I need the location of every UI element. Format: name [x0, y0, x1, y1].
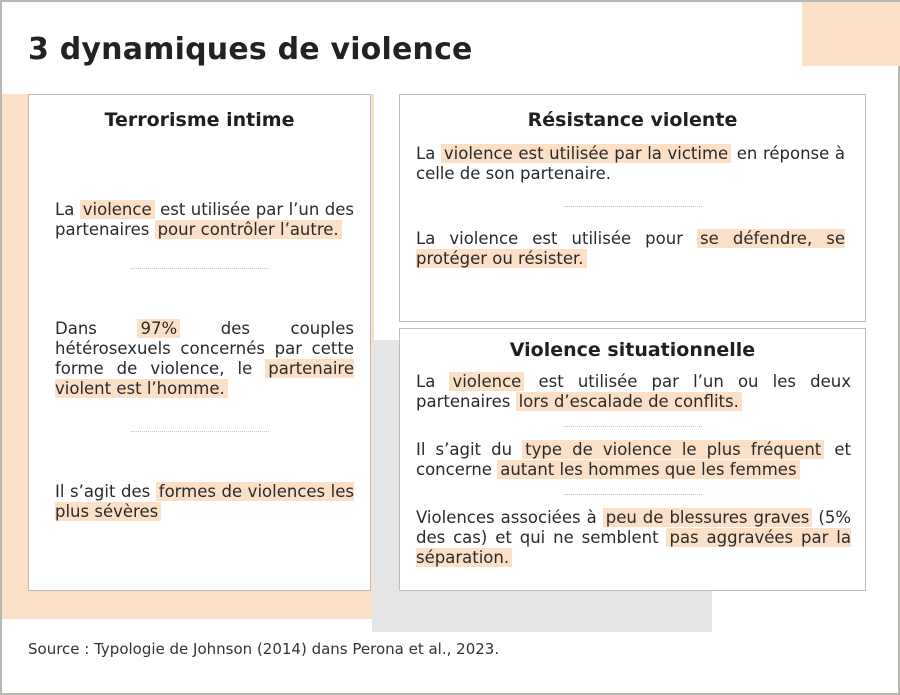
- card-paragraph: Dans 97% des couples hétérosexuels concernés par cette forme de violence, le partenaire violent est l’homme.: [55, 319, 354, 398]
- card-paragraph: Il s’agit du type de violence le plus fréquent et concerne autant les hommes que les femmes: [416, 440, 851, 479]
- highlight: type de violence le plus fréquent: [522, 440, 824, 459]
- highlight: pour contrôler l’autre.: [155, 220, 342, 239]
- card-paragraph: La violence est utilisée par la victime en réponse à celle de son partenaire.: [416, 144, 845, 183]
- page-title: 3 dynamiques de violence: [28, 32, 473, 67]
- card-paragraph: La violence est utilisée par l’un ou les deux partenaires lors d’escalade de conflits.: [416, 372, 851, 411]
- card-resistance-violente: [399, 94, 866, 322]
- card-violence-situationnelle: [399, 328, 866, 591]
- highlight: peu de blessures graves: [603, 508, 813, 527]
- card-paragraph: La violence est utilisée par l’un des partenaires pour contrôler l’autre.: [55, 200, 354, 239]
- card-terrorisme-intime: [28, 94, 371, 591]
- card-title: Violence situationnelle: [509, 339, 756, 361]
- peach-corner-block: [802, 2, 900, 66]
- dotted-separator: [564, 426, 702, 427]
- card-paragraph: La violence est utilisée pour se défendre, se protéger ou résister.: [416, 229, 845, 268]
- highlight: 97%: [137, 319, 180, 338]
- source-citation: Source : Typologie de Johnson (2014) dans Perona et al., 2023.: [28, 640, 500, 658]
- card-paragraph: Violences associées à peu de blessures graves (5% des cas) et qui ne semblent pas aggravées par la séparation.: [416, 508, 851, 567]
- highlight: autant les hommes que les femmes: [497, 460, 799, 479]
- highlight: violence est utilisée par la victime: [441, 144, 731, 163]
- highlight: se défendre, se protéger ou résister.: [416, 229, 845, 268]
- highlight: violence: [449, 372, 524, 391]
- dotted-separator: [131, 268, 269, 269]
- dotted-separator: [564, 494, 702, 495]
- highlight: formes de violences les plus sévères: [55, 482, 354, 521]
- dotted-separator: [131, 431, 269, 432]
- card-title: Résistance violente: [527, 109, 738, 131]
- dotted-separator: [564, 206, 702, 207]
- highlight: pas aggravées par la séparation.: [416, 528, 851, 567]
- highlight: violence: [80, 200, 155, 219]
- card-paragraph: Il s’agit des formes de violences les plus sévères: [55, 482, 354, 521]
- card-title: Terrorisme intime: [104, 109, 295, 131]
- highlight: partenaire violent est l’homme.: [55, 359, 354, 398]
- highlight: lors d’escalade de conflits.: [516, 392, 742, 411]
